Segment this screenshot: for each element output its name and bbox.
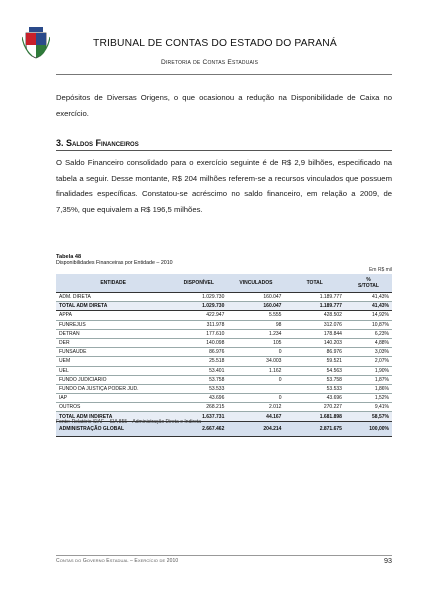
table-row <box>56 302 392 311</box>
cell-total: 428.502 <box>284 311 344 320</box>
table-unit: Em R$ mil <box>368 267 392 273</box>
cell-total: 140.203 <box>284 338 344 347</box>
pct-symbol: % <box>366 277 371 283</box>
cell-vinculados: 2.012 <box>227 403 284 412</box>
cell-disponivel: 311.978 <box>170 320 227 329</box>
cell-total: 2.871.675 <box>284 421 344 436</box>
cell-disponivel: 53.533 <box>170 384 227 393</box>
cell-pct: 100,00% <box>345 421 392 436</box>
cell-vinculados: 160.047 <box>227 302 284 311</box>
cell-pct: 9,41% <box>345 403 392 412</box>
footer-text: Contas do Governo Estadual – Exercício de 2010 <box>56 558 179 564</box>
cell-pct: 41,43% <box>345 302 392 311</box>
cell-vinculados: 204.214 <box>227 421 284 436</box>
cell-vinculados: 5.555 <box>227 311 284 320</box>
paragraph-2: O Saldo Financeiro consolidado para o exercício seguinte é de R$ 2,9 bilhões, especificado na tabela a seguir. Desse montante, R$ 204 milhões referem-se a recursos vinculados que possuem finalidades específicas. Constatou-se acréscimo no saldo financeiro, em relação a 2009, de 7,35%, que equivalem a R$ 196,5 milhões. <box>56 158 392 214</box>
section-heading <box>56 138 139 148</box>
cell-disponivel: 1.029.730 <box>170 293 227 302</box>
cell-entidade: DETRAN <box>56 329 170 338</box>
cell-entidade: DER <box>56 338 170 347</box>
section-title: Saldos Financeiros <box>66 138 139 148</box>
cell-vinculados: 34.003 <box>227 357 284 366</box>
cell-total: 270.227 <box>284 403 344 412</box>
cell-vinculados: 0 <box>227 375 284 384</box>
table-row <box>56 329 392 338</box>
table-row <box>56 311 392 320</box>
cell-vinculados: 1.234 <box>227 329 284 338</box>
cell-disponivel: 1.637.731 <box>170 412 227 421</box>
column-header-total: TOTAL <box>284 274 344 293</box>
page-number: 93 <box>384 556 392 565</box>
cell-disponivel: 53.401 <box>170 366 227 375</box>
table-row <box>56 384 392 393</box>
cell-entidade: ADM. DIRETA <box>56 293 170 302</box>
cell-disponivel: 25.518 <box>170 357 227 366</box>
table-header-row <box>56 274 392 293</box>
cell-total: 1.189.777 <box>284 302 344 311</box>
cell-vinculados: 105 <box>227 338 284 347</box>
cell-pct: 4,88% <box>345 338 392 347</box>
cell-entidade: UEM <box>56 357 170 366</box>
cell-vinculados: 160.047 <box>227 293 284 302</box>
section-divider <box>56 150 392 151</box>
cell-entidade: FUNDO JUDICIARIO <box>56 375 170 384</box>
cell-vinculados: 0 <box>227 394 284 403</box>
cell-pct: 1,86% <box>345 384 392 393</box>
cell-entidade: IAP <box>56 394 170 403</box>
table-source: Fonte: Relatório SIAF – SIA 855 – Administração Direta e Indireta <box>56 419 202 425</box>
cell-pct: 3,03% <box>345 348 392 357</box>
cell-total: 53.758 <box>284 375 344 384</box>
cell-disponivel: 53.758 <box>170 375 227 384</box>
financial-table <box>56 274 392 437</box>
cell-pct: 10,87% <box>345 320 392 329</box>
cell-vinculados: 1.162 <box>227 366 284 375</box>
cell-disponivel: 268.215 <box>170 403 227 412</box>
cell-total: 53.533 <box>284 384 344 393</box>
cell-total: 54.563 <box>284 366 344 375</box>
cell-entidade: TOTAL ADM DIRETA <box>56 302 170 311</box>
cell-vinculados: 98 <box>227 320 284 329</box>
header-divider <box>56 74 392 75</box>
column-header-pct <box>345 274 392 293</box>
cell-entidade: FUNSAUDE <box>56 348 170 357</box>
cell-total: 59.521 <box>284 357 344 366</box>
header-subtitle: Diretoria de Contas Estaduais <box>161 59 259 66</box>
cell-entidade: FUNREJUS <box>56 320 170 329</box>
pct-label: S/TOTAL <box>358 283 379 289</box>
cell-total: 178.844 <box>284 329 344 338</box>
table-caption: Tabela 48 <box>56 254 82 260</box>
cell-pct: 58,57% <box>345 412 392 421</box>
cell-disponivel: 86.976 <box>170 348 227 357</box>
cell-entidade: UEL <box>56 366 170 375</box>
cell-vinculados: 44.167 <box>227 412 284 421</box>
table-row <box>56 320 392 329</box>
table-row <box>56 375 392 384</box>
cell-pct: 1,90% <box>345 366 392 375</box>
cell-disponivel: 422.947 <box>170 311 227 320</box>
table-subtitle: Disponibilidades Financeiras por Entidade – 2010 <box>56 260 173 266</box>
footer-divider <box>56 555 392 556</box>
table-row <box>56 366 392 375</box>
header-title: TRIBUNAL DE CONTAS DO ESTADO DO PARANÁ <box>93 38 337 49</box>
cell-disponivel: 177.610 <box>170 329 227 338</box>
cell-disponivel: 43.696 <box>170 394 227 403</box>
cell-pct: 1,52% <box>345 394 392 403</box>
cell-disponivel: 140.098 <box>170 338 227 347</box>
paragraph-1: Depósitos de Diversas Origens, o que ocasionou a redução na Disponibilidade de Caixa no exercício. <box>56 93 392 118</box>
cell-disponivel: 1.029.730 <box>170 302 227 311</box>
cell-entidade: OUTROS <box>56 403 170 412</box>
table-row <box>56 357 392 366</box>
cell-pct: 41,43% <box>345 293 392 302</box>
cell-entidade: TOTAL ADM INDIRETA <box>56 412 170 421</box>
table-row <box>56 403 392 412</box>
column-header-disponivel: DISPONÍVEL <box>170 274 227 293</box>
cell-total: 43.696 <box>284 394 344 403</box>
cell-entidade: FUNDO DA JUSTIÇA PODER JUD. <box>56 384 170 393</box>
cell-disponivel: 2.667.462 <box>170 421 227 436</box>
cell-total: 86.976 <box>284 348 344 357</box>
section-number: 3. <box>56 138 64 148</box>
cell-pct: 6,23% <box>345 329 392 338</box>
cell-pct: 1,87% <box>345 375 392 384</box>
column-header-entidade: ENTIDADE <box>56 274 170 293</box>
cell-pct: 2,07% <box>345 357 392 366</box>
cell-entidade: ADMINISTRAÇÃO GLOBAL <box>56 421 170 436</box>
cell-vinculados <box>227 384 284 393</box>
table-row <box>56 394 392 403</box>
coat-of-arms-icon <box>22 27 50 59</box>
table-row <box>56 293 392 302</box>
cell-pct: 14,92% <box>345 311 392 320</box>
cell-vinculados: 0 <box>227 348 284 357</box>
cell-entidade: APPA <box>56 311 170 320</box>
table-row <box>56 348 392 357</box>
cell-total: 1.189.777 <box>284 293 344 302</box>
table-row <box>56 338 392 347</box>
cell-total: 1.681.898 <box>284 412 344 421</box>
cell-total: 312.076 <box>284 320 344 329</box>
column-header-vinculados: VINCULADOS <box>227 274 284 293</box>
